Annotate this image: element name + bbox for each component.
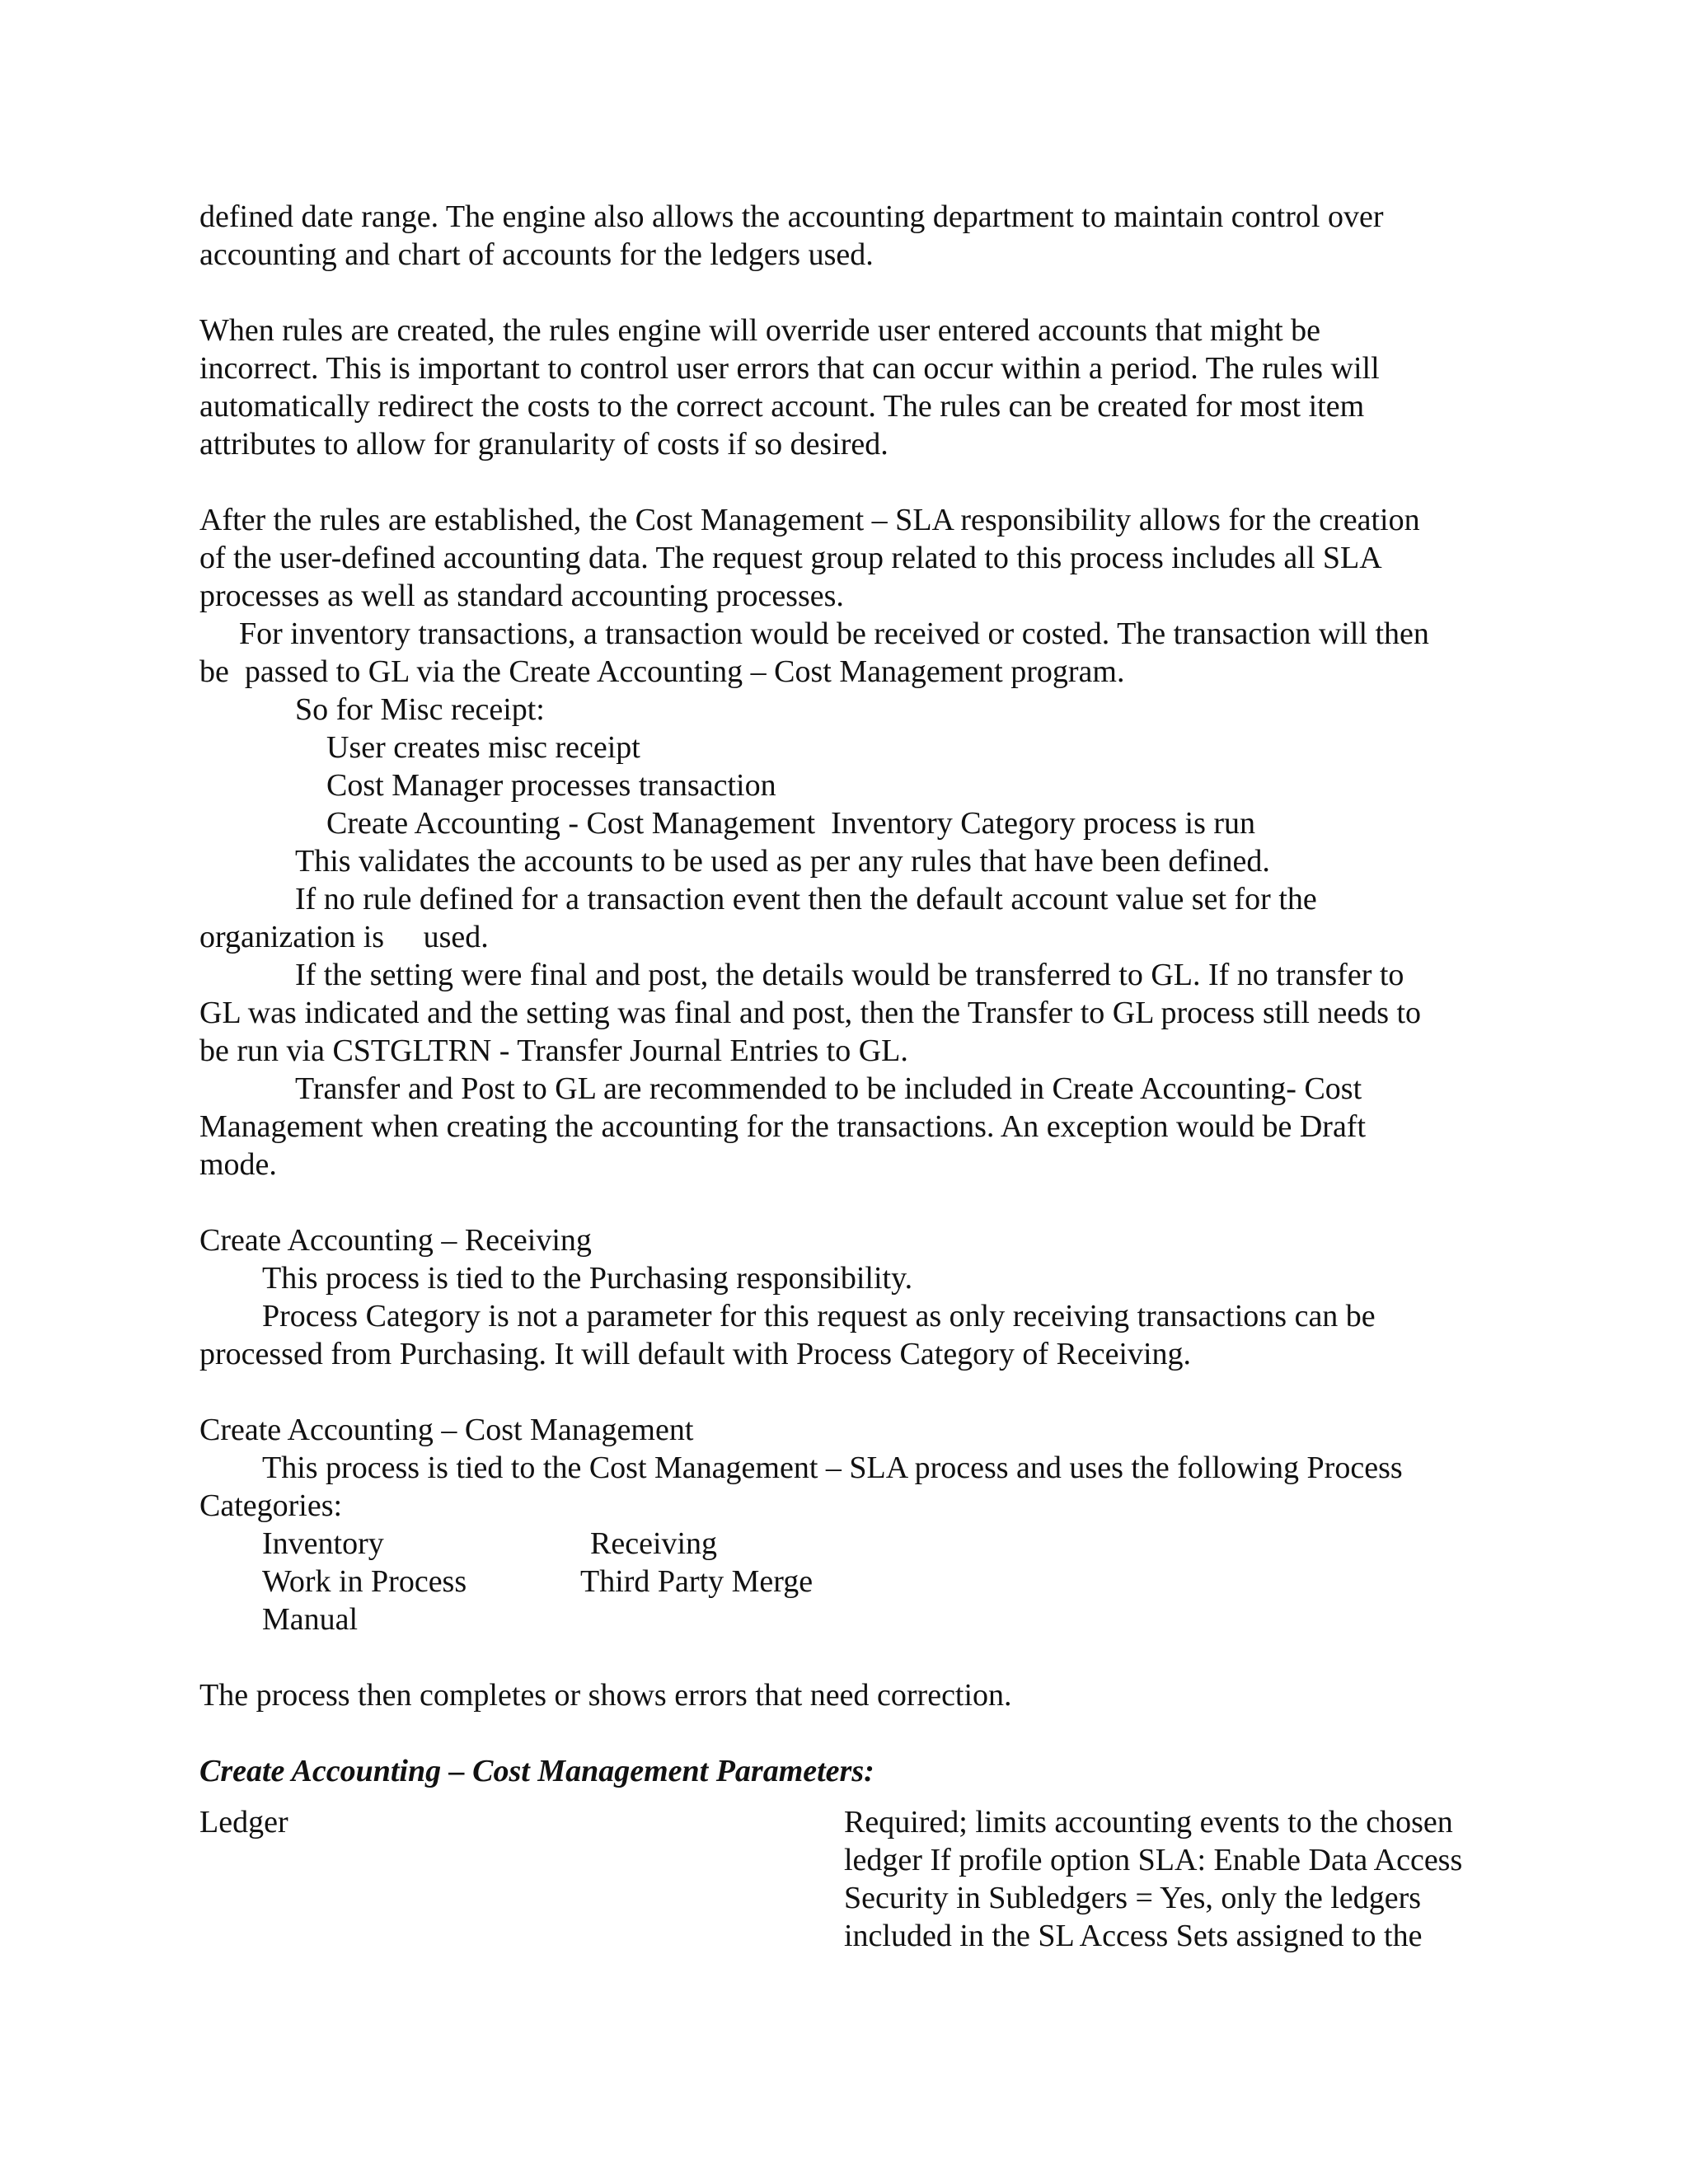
text-line: Categories: xyxy=(199,1488,343,1523)
text-line: of the user-defined accounting data. The request group related to this process includes all SLA xyxy=(199,541,1382,575)
text-line: This validates the accounts to be used as per any rules that have been defined. xyxy=(295,844,1270,879)
text-line: Management when creating the accounting for the transactions. An exception would be Draft xyxy=(199,1109,1367,1144)
text-line: processes as well as standard accounting processes. xyxy=(199,579,844,613)
text-line: This process is tied to the Purchasing responsibility. xyxy=(262,1261,913,1296)
section-heading: Create Accounting – Cost Management xyxy=(199,1413,694,1447)
text-line: accounting and chart of accounts for the ledgers used. xyxy=(199,237,874,272)
text-line: When rules are created, the rules engine will override user entered accounts that might be xyxy=(199,313,1321,348)
text-line: For inventory transactions, a transaction would be received or costed. The transaction will then xyxy=(239,616,1429,651)
text-line: organization is used. xyxy=(199,920,489,954)
text-line: If no rule defined for a transaction event then the default account value set for the xyxy=(295,882,1317,916)
text-line: This process is tied to the Cost Management – SLA process and uses the following Process xyxy=(262,1451,1403,1485)
text-line: Transfer and Post to GL are recommended to be included in Create Accounting- Cost xyxy=(295,1071,1362,1106)
text-line: be passed to GL via the Create Accounting – Cost Management program. xyxy=(199,654,1125,689)
text-line: processed from Purchasing. It will default with Process Category of Receiving. xyxy=(199,1337,1192,1371)
category-item: Work in Process xyxy=(262,1564,467,1599)
text-line: be run via CSTGLTRN - Transfer Journal Entries to GL. xyxy=(199,1033,908,1068)
parameter-description: included in the SL Access Sets assigned to the xyxy=(844,1919,1423,1953)
category-item: Manual xyxy=(262,1602,359,1637)
text-line: GL was indicated and the setting was final and post, then the Transfer to GL process still needs to xyxy=(199,996,1422,1030)
text-line: If the setting were final and post, the details would be transferred to GL. If no transfer to xyxy=(295,958,1404,992)
text-line: Cost Manager processes transaction xyxy=(326,768,776,803)
section-heading: Create Accounting – Receiving xyxy=(199,1223,592,1258)
text-line: Process Category is not a parameter for this request as only receiving transactions can be xyxy=(262,1299,1376,1333)
category-item: Inventory xyxy=(262,1526,384,1561)
text-line: So for Misc receipt: xyxy=(295,692,545,727)
text-line: automatically redirect the costs to the correct account. The rules can be created for most item xyxy=(199,389,1365,424)
text-line: Create Accounting - Cost Management Inventory Category process is run xyxy=(326,806,1256,841)
parameter-description: Required; limits accounting events to the chosen xyxy=(844,1805,1453,1840)
parameters-heading: Create Accounting – Cost Management Parameters: xyxy=(199,1754,874,1788)
parameter-description: Security in Subledgers = Yes, only the ledgers xyxy=(844,1881,1422,1915)
text-line: User creates misc receipt xyxy=(326,730,640,765)
text-line: defined date range. The engine also allows the accounting department to maintain control over xyxy=(199,199,1384,234)
text-line: attributes to allow for granularity of costs if so desired. xyxy=(199,427,889,462)
category-item: Receiving xyxy=(590,1526,718,1561)
text-line: incorrect. This is important to control user errors that can occur within a period. The rules will xyxy=(199,351,1380,386)
text-line: After the rules are established, the Cost Management – SLA responsibility allows for the creation xyxy=(199,503,1420,537)
parameter-description: ledger If profile option SLA: Enable Data Access xyxy=(844,1843,1463,1877)
category-item: Third Party Merge xyxy=(580,1564,814,1599)
text-line: The process then completes or shows errors that need correction. xyxy=(199,1678,1012,1713)
text-line: mode. xyxy=(199,1147,277,1182)
parameter-name: Ledger xyxy=(199,1805,288,1840)
